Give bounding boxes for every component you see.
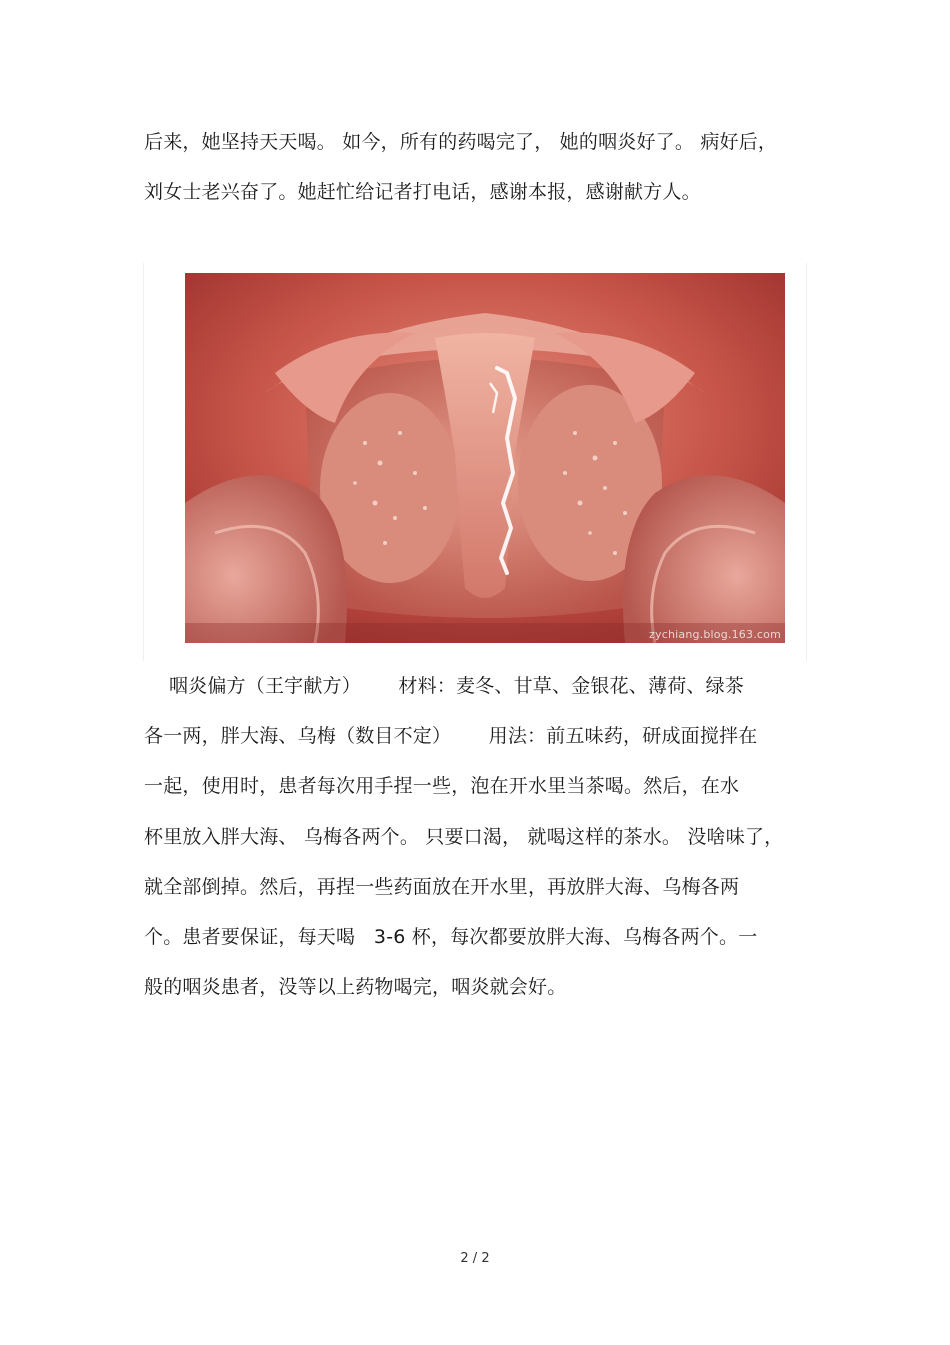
paragraph-top-line-2: 刘女士老兴奋了。她赶忙给记者打电话，感谢本报，感谢献方人。	[144, 181, 701, 203]
paragraph-bottom-line-4: 杯里放入胖大海、 乌梅各两个。 只要口渴， 就喝这样的茶水。 没啥味了，	[144, 826, 784, 848]
paragraph-bottom-line-5: 就全部倒掉。然后，再捏一些药面放在开水里，再放胖大海、乌梅各两	[144, 876, 740, 898]
paragraph-bottom-line-2: 各一两，胖大海、乌梅（数目不定） 用法：前五味药，研成面搅拌在	[144, 725, 758, 747]
throat-photo	[185, 273, 785, 643]
paragraph-bottom-line-7: 般的咽炎患者，没等以上药物喝完，咽炎就会好。	[144, 976, 567, 998]
paragraph-bottom-line-6: 个。患者要保证，每天喝 3-6 杯，每次都要放胖大海、乌梅各两个。一	[144, 926, 758, 948]
page-number: 2 / 2	[460, 1251, 490, 1266]
throat-illustration	[185, 273, 785, 643]
paragraph-bottom-line-1: 咽炎偏方（王宇献方） 材料：麦冬、甘草、金银花、薄荷、绿茶	[144, 675, 744, 697]
paragraph-bottom-line-3: 一起，使用时，患者每次用手捏一些，泡在开水里当茶喝。然后，在水	[144, 775, 740, 797]
image-watermark: zychiang.blog.163.com	[649, 628, 781, 641]
paragraph-top-line-1: 后来，她坚持天天喝。 如今，所有的药喝完了， 她的咽炎好了。 病好后，	[144, 131, 778, 153]
